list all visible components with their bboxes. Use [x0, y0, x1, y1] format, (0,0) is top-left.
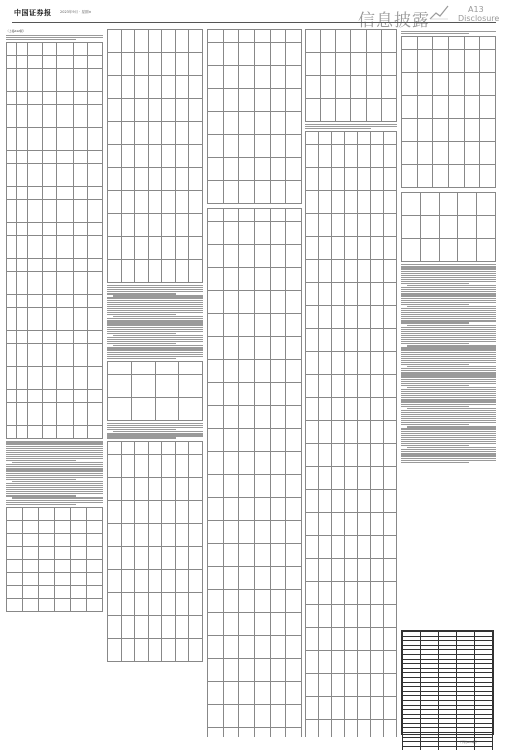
masthead: 中国证券报: [14, 8, 52, 17]
trend-line-icon: [429, 4, 449, 20]
column-2: [107, 29, 203, 737]
data-table: [305, 131, 397, 737]
data-table: [207, 29, 302, 204]
column-3: [207, 29, 302, 737]
section-title: 信息披露: [358, 11, 430, 31]
column-4: [305, 29, 397, 737]
data-table: [401, 192, 496, 262]
article-text: [401, 264, 496, 463]
column-1: [6, 29, 103, 737]
header-rule: [12, 22, 496, 23]
data-table: [6, 42, 103, 439]
page-number: A13: [468, 5, 484, 14]
article-text: [107, 423, 203, 439]
data-table: [107, 29, 203, 283]
section-en: Disclosure: [458, 14, 500, 23]
data-table: [107, 361, 203, 421]
summary-table: [402, 631, 493, 750]
data-table: [401, 36, 496, 188]
continued-to-label: （下转A14版）: [458, 740, 479, 744]
continued-from-label: （上接A12版）: [6, 29, 26, 33]
data-table: [305, 29, 397, 122]
article-text: [305, 124, 397, 129]
summary-table-box: [401, 630, 494, 735]
article-text: [401, 31, 496, 34]
article-text: [6, 35, 103, 40]
data-table: [207, 208, 302, 737]
data-table: [107, 441, 203, 662]
article-text: [107, 285, 203, 359]
article-text: [6, 441, 103, 505]
data-table: [6, 507, 103, 612]
issue-date: 2023年9月 · 星期×: [60, 10, 92, 14]
